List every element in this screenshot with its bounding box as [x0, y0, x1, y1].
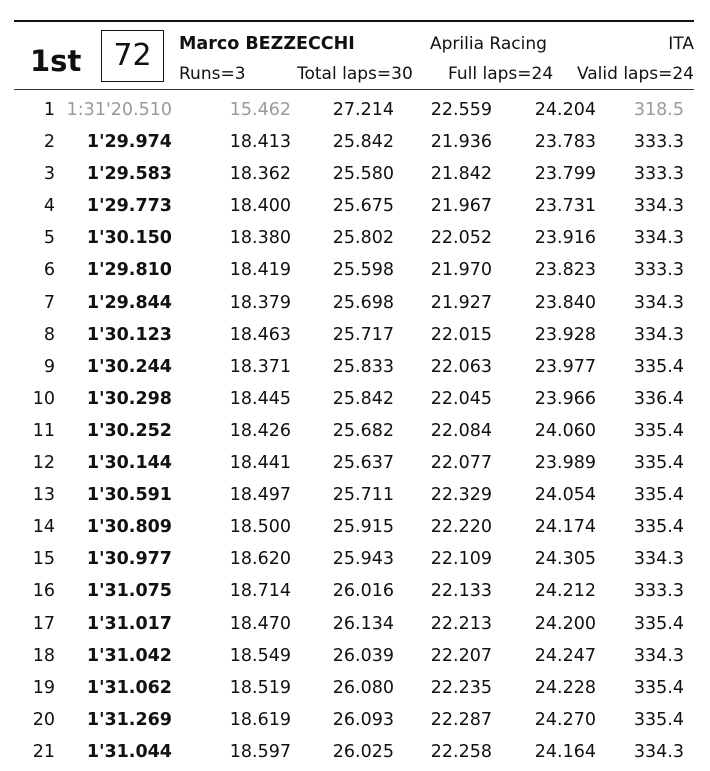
- sector-4-time: 23.731: [534, 196, 596, 217]
- sector-3-time: 22.077: [430, 453, 492, 474]
- top-speed: 333.3: [633, 581, 684, 602]
- sector-2-time: 26.080: [332, 677, 394, 698]
- lap-number: 10: [32, 388, 55, 409]
- lap-number: 7: [43, 292, 55, 313]
- table-row: [0, 290, 710, 322]
- sector-2-time: 26.134: [332, 613, 394, 634]
- lap-time: 1'29.974: [86, 132, 172, 153]
- sector-4-time: 23.966: [534, 388, 596, 409]
- full-laps-count: Full laps=24: [448, 64, 554, 84]
- lap-number: 12: [32, 453, 55, 474]
- lap-time: 1:31'20.510: [66, 100, 172, 120]
- top-speed: 334.3: [633, 228, 684, 249]
- sector-3-time: 21.967: [430, 196, 492, 217]
- sector-3-time: 21.927: [430, 292, 492, 313]
- top-speed: 333.3: [633, 260, 684, 281]
- sector-2-time: 25.580: [332, 164, 394, 185]
- sector-2-time: 25.842: [332, 132, 394, 153]
- sector-1-time: 18.445: [229, 388, 291, 409]
- sector-4-time: 24.200: [534, 613, 596, 634]
- sector-1-time: 18.597: [229, 741, 291, 762]
- top-speed: 334.3: [633, 741, 684, 762]
- lap-times-table: [0, 97, 710, 771]
- lap-number: 14: [32, 517, 55, 538]
- table-row: [0, 739, 710, 771]
- sector-4-time: 23.989: [534, 453, 596, 474]
- lap-number: 2: [43, 132, 55, 153]
- sector-4-time: 23.916: [534, 228, 596, 249]
- sector-1-time: 18.371: [229, 356, 291, 377]
- sector-3-time: 22.109: [430, 549, 492, 570]
- sector-1-time: 18.463: [229, 324, 291, 345]
- sector-1-time: 18.714: [229, 581, 291, 602]
- lap-number: 18: [32, 645, 55, 666]
- lap-time: 1'31.075: [86, 581, 172, 602]
- sector-3-time: 22.015: [430, 324, 492, 345]
- sector-2-time: 27.214: [332, 100, 394, 120]
- sector-2-time: 26.016: [332, 581, 394, 602]
- sector-3-time: 22.329: [430, 485, 492, 506]
- sector-2-time: 25.802: [332, 228, 394, 249]
- lap-number: 8: [43, 324, 55, 345]
- sector-1-time: 18.379: [229, 292, 291, 313]
- lap-number: 17: [32, 613, 55, 634]
- lap-number: 15: [32, 549, 55, 570]
- sector-1-time: 18.500: [229, 517, 291, 538]
- sector-2-time: 26.093: [332, 709, 394, 730]
- lap-number: 11: [32, 420, 55, 441]
- table-row: [0, 643, 710, 675]
- sector-4-time: 23.783: [534, 132, 596, 153]
- lap-time: 1'30.252: [86, 420, 172, 441]
- sector-4-time: 24.247: [534, 645, 596, 666]
- sector-2-time: 26.025: [332, 741, 394, 762]
- top-speed: 333.3: [633, 164, 684, 185]
- table-row: [0, 354, 710, 386]
- sector-2-time: 25.717: [332, 324, 394, 345]
- top-speed: 335.4: [633, 356, 684, 377]
- sector-4-time: 23.977: [534, 356, 596, 377]
- table-row: [0, 546, 710, 578]
- sector-1-time: 18.470: [229, 613, 291, 634]
- sector-4-time: 24.204: [534, 100, 596, 120]
- top-speed: 335.4: [633, 613, 684, 634]
- top-speed: 333.3: [633, 132, 684, 153]
- sector-2-time: 25.833: [332, 356, 394, 377]
- sector-2-time: 25.711: [332, 485, 394, 506]
- lap-time: 1'29.583: [86, 164, 172, 185]
- lap-number: 13: [32, 485, 55, 506]
- lap-number: 5: [43, 228, 55, 249]
- lap-time: 1'30.244: [86, 356, 172, 377]
- lap-time: 1'30.144: [86, 453, 172, 474]
- sector-2-time: 25.675: [332, 196, 394, 217]
- lap-time: 1'31.042: [86, 645, 172, 666]
- top-rule: [14, 20, 694, 22]
- sector-4-time: 23.799: [534, 164, 596, 185]
- sector-3-time: 22.213: [430, 613, 492, 634]
- top-speed: 335.4: [633, 517, 684, 538]
- sector-1-time: 15.462: [229, 100, 291, 120]
- top-speed: 335.4: [633, 453, 684, 474]
- sector-1-time: 18.426: [229, 420, 291, 441]
- rider-number-box: 72: [101, 30, 164, 82]
- sector-4-time: 23.928: [534, 324, 596, 345]
- lap-number: 9: [43, 356, 55, 377]
- rider-name: Marco BEZZECCHI: [179, 34, 355, 54]
- sector-3-time: 22.220: [430, 517, 492, 538]
- lap-time: 1'30.123: [86, 324, 172, 345]
- sector-2-time: 25.842: [332, 388, 394, 409]
- sector-3-time: 22.084: [430, 420, 492, 441]
- table-row: [0, 578, 710, 610]
- sector-4-time: 24.174: [534, 517, 596, 538]
- lap-time: 1'31.044: [86, 741, 172, 762]
- top-speed: 334.3: [633, 645, 684, 666]
- lap-time: 1'30.298: [86, 388, 172, 409]
- sector-3-time: 21.936: [430, 132, 492, 153]
- sector-3-time: 21.970: [430, 260, 492, 281]
- table-row: [0, 611, 710, 643]
- top-speed: 335.4: [633, 677, 684, 698]
- table-row: [0, 161, 710, 193]
- lap-number: 19: [32, 677, 55, 698]
- lap-number: 21: [32, 741, 55, 762]
- top-speed: 334.3: [633, 324, 684, 345]
- header-divider: [14, 89, 694, 90]
- sector-2-time: 25.598: [332, 260, 394, 281]
- top-speed: 335.4: [633, 485, 684, 506]
- top-speed: 318.5: [633, 100, 684, 120]
- sector-4-time: 23.823: [534, 260, 596, 281]
- sector-1-time: 18.441: [229, 453, 291, 474]
- sector-2-time: 25.682: [332, 420, 394, 441]
- sector-3-time: 22.287: [430, 709, 492, 730]
- sector-1-time: 18.619: [229, 709, 291, 730]
- top-speed: 334.3: [633, 292, 684, 313]
- sector-4-time: 24.060: [534, 420, 596, 441]
- table-row: [0, 97, 710, 129]
- sector-3-time: 22.258: [430, 741, 492, 762]
- lap-time: 1'30.809: [86, 517, 172, 538]
- table-row: [0, 418, 710, 450]
- lap-time: 1'31.017: [86, 613, 172, 634]
- sector-2-time: 25.943: [332, 549, 394, 570]
- table-row: [0, 482, 710, 514]
- table-row: [0, 322, 710, 354]
- lap-number: 6: [43, 260, 55, 281]
- table-row: [0, 193, 710, 225]
- valid-laps-count: Valid laps=24: [576, 64, 694, 84]
- sector-2-time: 25.915: [332, 517, 394, 538]
- sector-3-time: 22.052: [430, 228, 492, 249]
- sector-1-time: 18.549: [229, 645, 291, 666]
- lap-number: 1: [43, 100, 55, 120]
- sector-3-time: 22.207: [430, 645, 492, 666]
- sector-4-time: 24.212: [534, 581, 596, 602]
- sector-1-time: 18.419: [229, 260, 291, 281]
- total-laps-count: Total laps=30: [297, 64, 413, 84]
- top-speed: 334.3: [633, 196, 684, 217]
- lap-time: 1'30.150: [86, 228, 172, 249]
- lap-time: 1'29.810: [86, 260, 172, 281]
- sector-1-time: 18.413: [229, 132, 291, 153]
- top-speed: 335.4: [633, 709, 684, 730]
- lap-time: 1'31.062: [86, 677, 172, 698]
- sector-4-time: 24.164: [534, 741, 596, 762]
- finishing-position: 1st: [30, 44, 82, 78]
- table-row: [0, 257, 710, 289]
- table-row: [0, 386, 710, 418]
- sector-2-time: 26.039: [332, 645, 394, 666]
- sector-1-time: 18.362: [229, 164, 291, 185]
- lap-time: 1'30.591: [86, 485, 172, 506]
- top-speed: 334.3: [633, 549, 684, 570]
- lap-time: 1'29.773: [86, 196, 172, 217]
- top-speed: 335.4: [633, 420, 684, 441]
- top-speed: 336.4: [633, 388, 684, 409]
- sector-3-time: 22.063: [430, 356, 492, 377]
- sector-1-time: 18.380: [229, 228, 291, 249]
- lap-time: 1'29.844: [86, 292, 172, 313]
- lap-number: 3: [43, 164, 55, 185]
- sector-1-time: 18.497: [229, 485, 291, 506]
- sector-3-time: 22.235: [430, 677, 492, 698]
- table-row: [0, 129, 710, 161]
- sector-4-time: 24.054: [534, 485, 596, 506]
- sector-4-time: 24.228: [534, 677, 596, 698]
- lap-time: 1'30.977: [86, 549, 172, 570]
- sector-4-time: 23.840: [534, 292, 596, 313]
- sector-1-time: 18.519: [229, 677, 291, 698]
- table-row: [0, 450, 710, 482]
- sector-1-time: 18.400: [229, 196, 291, 217]
- lap-number: 4: [43, 196, 55, 217]
- sector-3-time: 21.842: [430, 164, 492, 185]
- table-row: [0, 514, 710, 546]
- sector-4-time: 24.305: [534, 549, 596, 570]
- nation-code: ITA: [668, 34, 694, 54]
- team-name: Aprilia Racing: [430, 34, 547, 54]
- sector-3-time: 22.133: [430, 581, 492, 602]
- lap-number: 16: [32, 581, 55, 602]
- lap-time: 1'31.269: [86, 709, 172, 730]
- sector-3-time: 22.045: [430, 388, 492, 409]
- table-row: [0, 225, 710, 257]
- runs-count: Runs=3: [179, 64, 246, 84]
- sector-3-time: 22.559: [430, 100, 492, 120]
- sector-1-time: 18.620: [229, 549, 291, 570]
- sector-4-time: 24.270: [534, 709, 596, 730]
- sector-2-time: 25.698: [332, 292, 394, 313]
- lap-number: 20: [32, 709, 55, 730]
- table-row: [0, 675, 710, 707]
- table-row: [0, 707, 710, 739]
- sector-2-time: 25.637: [332, 453, 394, 474]
